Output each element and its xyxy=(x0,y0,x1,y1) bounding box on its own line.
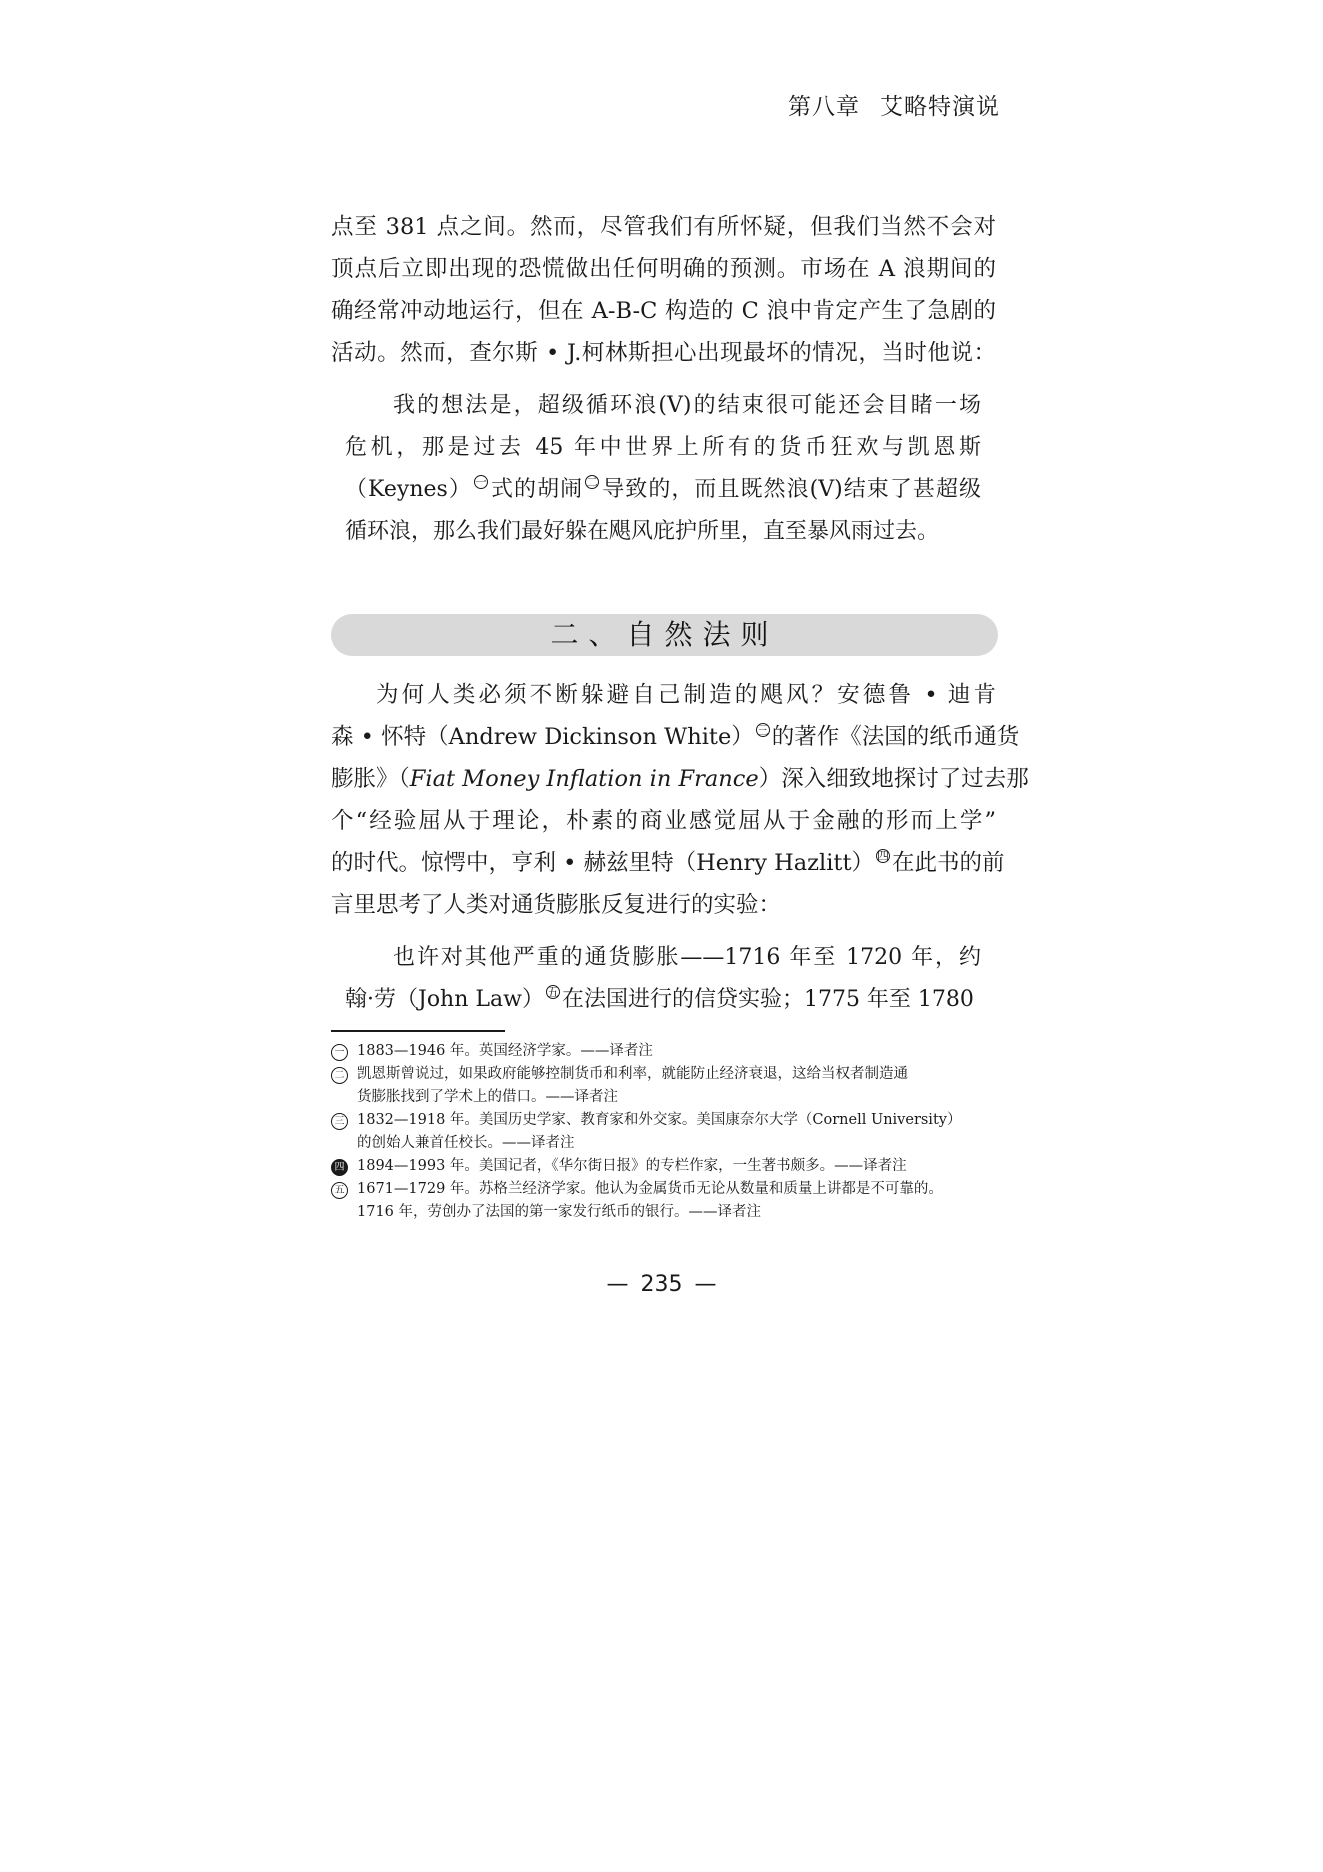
quote-line: 也许对其他严重的通货膨胀——1716 年至 1720 年，约 xyxy=(393,945,981,970)
text-span: 在此书的前 xyxy=(892,850,1005,876)
footnote-ref-4[interactable]: 四 xyxy=(877,849,890,863)
text-line xyxy=(331,842,1005,884)
chapter-label: 第八章 xyxy=(788,94,860,120)
text-line: 言里思考了人类对通货膨胀反复进行的实验： xyxy=(331,892,782,918)
footnotes xyxy=(331,1040,998,1224)
dash-right: — xyxy=(694,1272,717,1297)
footnote-text: 1832—1918 年。美国历史学家、教育家和外交家。美国康奈尔大学（Cornell University） xyxy=(357,1112,962,1128)
text-line: 为何人类必须不断躲避自己制造的飓风？安德鲁 • 迪肯 xyxy=(376,682,996,708)
quote-text: （Keynes） xyxy=(345,477,472,502)
quote-line: 我的想法是，超级循环浪(V)的结束很可能还会目睹一场 xyxy=(393,393,981,418)
book-title-italic: Fiat Money Inflation in France xyxy=(409,766,759,792)
footnote-ref-2[interactable]: 二 xyxy=(586,475,599,489)
page-number-value: 235 xyxy=(640,1272,683,1297)
text-span: ）深入细致地探讨了过去那 xyxy=(758,766,1029,792)
footnote-text: 货膨胀找到了学术上的借口。——译者注 xyxy=(357,1089,618,1105)
quote-text: 在法国进行的信贷实验；1775 年至 1780 xyxy=(561,987,974,1012)
text-line: 点至 381 点之间。然而，尽管我们有所怀疑，但我们当然不会对 xyxy=(331,214,996,240)
page-number xyxy=(0,1272,1323,1297)
footnote-ref-3[interactable]: 三 xyxy=(756,723,769,737)
text-span: 森 • 怀特（Andrew Dickinson White） xyxy=(331,724,754,750)
footnote-ref-5[interactable]: 五 xyxy=(546,985,559,999)
paragraph-1 xyxy=(331,206,996,374)
footnote-1 xyxy=(331,1040,998,1063)
footnote-text: 1894—1993 年。美国记者，《华尔街日报》的专栏作家，一生著书颇多。——译者注 xyxy=(357,1158,907,1174)
footnote-text: 1671—1729 年。苏格兰经济学家。他认为金属货币无论从数量和质量上讲都是不可靠的。 xyxy=(357,1181,943,1197)
footnote-number: 四 xyxy=(331,1159,348,1176)
quote-line xyxy=(345,469,981,511)
quote-line: 循环浪，那么我们最好躲在飓风庇护所里，直至暴风雨过去。 xyxy=(345,519,940,544)
footnote-number: 一 xyxy=(331,1044,348,1061)
chapter-title: 艾略特演说 xyxy=(880,94,1000,120)
footnote-text: 凯恩斯曾说过，如果政府能够控制货币和利率，就能防止经济衰退，这给当权者制造通 xyxy=(357,1066,908,1082)
block-quote-1 xyxy=(345,385,981,553)
footnote-separator xyxy=(331,1030,505,1032)
footnote-4 xyxy=(331,1155,998,1178)
footnote-2 xyxy=(331,1063,998,1109)
block-quote-2 xyxy=(345,937,981,1021)
text-span: 的时代。惊愕中，亨利 • 赫兹里特（Henry Hazlitt） xyxy=(331,850,874,876)
quote-text: 式的胡闹 xyxy=(489,477,584,502)
dash-left: — xyxy=(606,1272,629,1297)
text-line: 个“经验屈从于理论，朴素的商业感觉屈从于金融的形而上学” xyxy=(331,808,996,834)
footnote-ref-1[interactable]: 一 xyxy=(474,475,487,489)
running-head xyxy=(788,88,1000,121)
text-line: 活动。然而，查尔斯 • J.柯林斯担心出现最坏的情况，当时他说： xyxy=(331,340,996,366)
footnote-number: 五 xyxy=(331,1182,348,1199)
footnote-text: 1716 年，劳创办了法国的第一家发行纸币的银行。——译者注 xyxy=(357,1204,762,1220)
text-line: 顶点后立即出现的恐慌做出任何明确的预测。市场在 A 浪期间的 xyxy=(331,256,996,282)
section-heading-bar xyxy=(331,614,998,656)
quote-text: 导致的，而且既然浪(V)结束了甚超级 xyxy=(601,477,981,502)
footnote-text: 1883—1946 年。英国经济学家。——译者注 xyxy=(357,1043,653,1059)
quote-line xyxy=(345,979,981,1021)
paragraph-2 xyxy=(331,674,1029,926)
text-span: 的著作《法国的纸币通货 xyxy=(771,724,1020,750)
text-line xyxy=(331,758,1029,800)
text-span: 膨胀》（ xyxy=(331,766,410,792)
quote-line: 危机，那是过去 45 年中世界上所有的货币狂欢与凯恩斯 xyxy=(345,435,981,460)
footnote-text: 的创始人兼首任校长。——译者注 xyxy=(357,1135,575,1151)
text-line xyxy=(331,716,1020,758)
footnote-5 xyxy=(331,1178,998,1224)
footnote-number: 二 xyxy=(331,1067,348,1084)
quote-text: 翰·劳（John Law） xyxy=(345,987,544,1012)
section-title: 二、自然法则 xyxy=(550,618,779,651)
footnote-3 xyxy=(331,1109,998,1155)
footnote-number: 三 xyxy=(331,1113,348,1130)
text-line: 确经常冲动地运行，但在 A-B-C 构造的 C 浪中肯定产生了急剧的 xyxy=(331,298,996,324)
